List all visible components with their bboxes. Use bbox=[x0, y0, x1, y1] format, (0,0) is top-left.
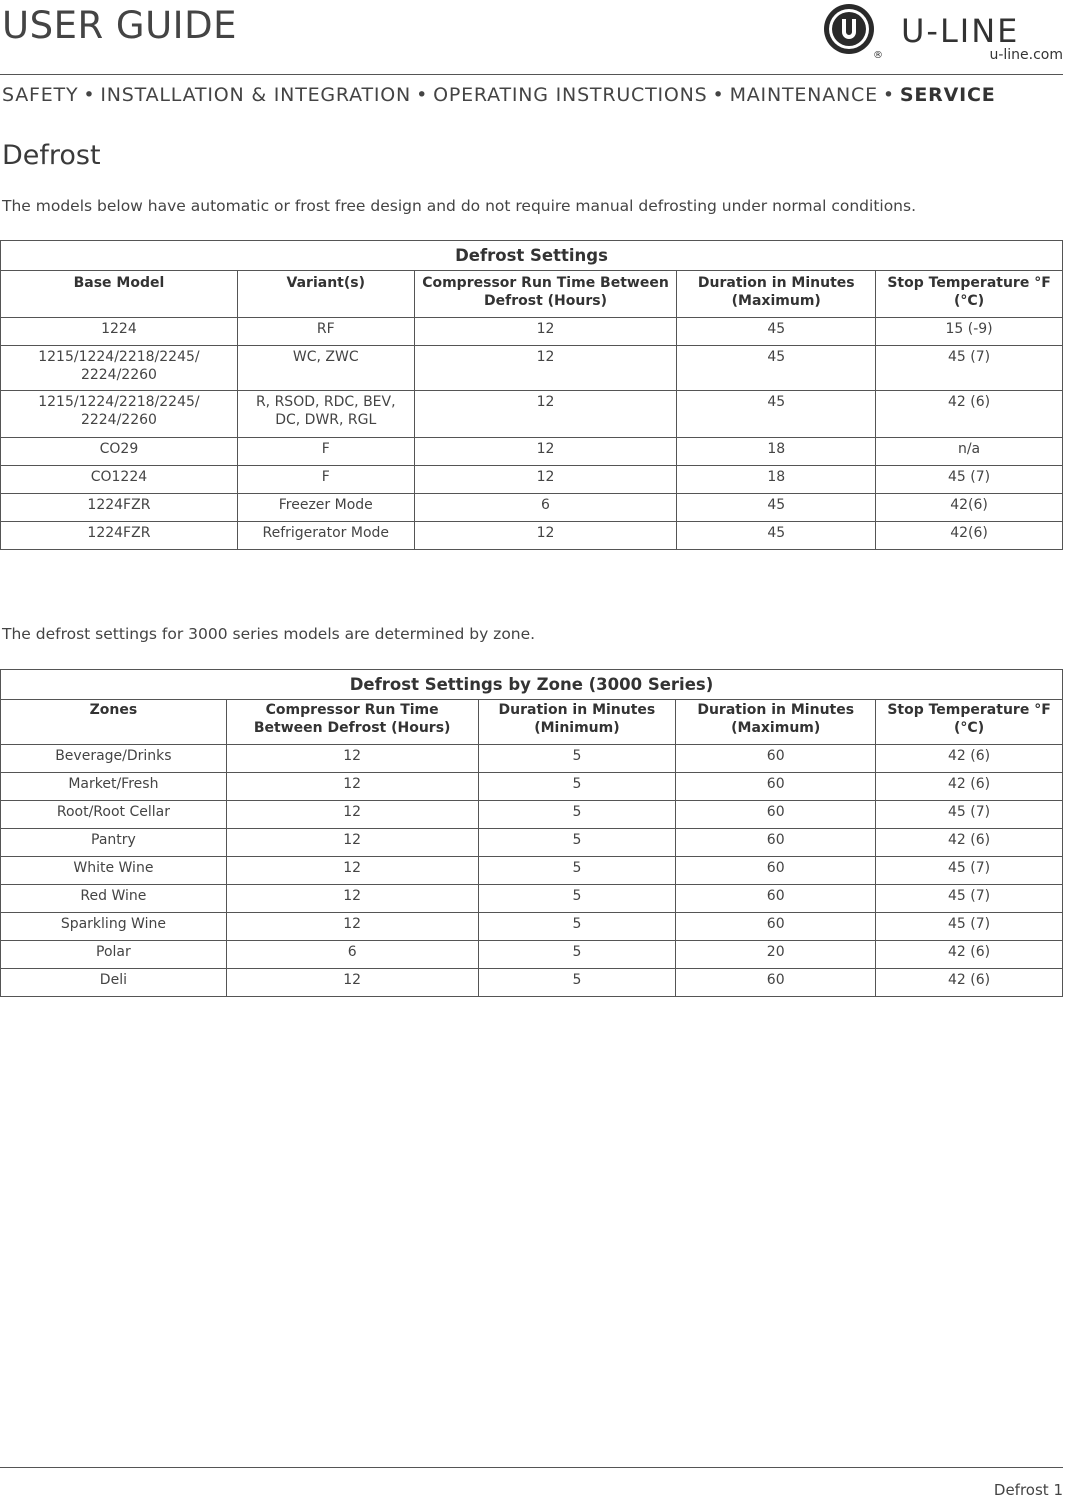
table-cell: Beverage/Drinks bbox=[1, 745, 227, 773]
table-cell: 12 bbox=[226, 857, 478, 885]
table-cell: 12 bbox=[414, 346, 677, 391]
table-cell: 12 bbox=[414, 522, 677, 550]
column-header: Stop Temperature °F (°C) bbox=[876, 700, 1063, 745]
column-header: Base Model bbox=[1, 271, 238, 318]
table-row bbox=[1, 391, 1063, 438]
nav-item-operating[interactable]: OPERATING INSTRUCTIONS bbox=[433, 84, 708, 106]
table-cell: 45 (7) bbox=[876, 346, 1063, 391]
table-cell: 15 (-9) bbox=[876, 318, 1063, 346]
table-row bbox=[1, 913, 1063, 941]
table-cell: 45 bbox=[677, 494, 876, 522]
table-cell: 60 bbox=[676, 885, 876, 913]
table-cell: R, RSOD, RDC, BEV, DC, DWR, RGL bbox=[237, 391, 414, 438]
registered-mark: ® bbox=[873, 50, 883, 61]
table-cell: 45 bbox=[677, 346, 876, 391]
table-cell: 42(6) bbox=[876, 494, 1063, 522]
table-cell: 18 bbox=[677, 466, 876, 494]
defrost-settings-table bbox=[0, 240, 1063, 550]
column-header: Duration in Minutes (Maximum) bbox=[676, 700, 876, 745]
table-cell: 5 bbox=[478, 829, 676, 857]
table-row bbox=[1, 522, 1063, 550]
table-cell: 45 (7) bbox=[876, 801, 1063, 829]
page-title: USER GUIDE bbox=[2, 4, 237, 47]
table-cell: 5 bbox=[478, 969, 676, 997]
brand-url[interactable]: u-line.com bbox=[989, 47, 1063, 63]
table-cell: 45 bbox=[677, 522, 876, 550]
table-cell: 60 bbox=[676, 773, 876, 801]
table-cell: 42 (6) bbox=[876, 941, 1063, 969]
table-cell: 42(6) bbox=[876, 522, 1063, 550]
brand-wordmark: U-LINE bbox=[901, 12, 1020, 50]
table-row bbox=[1, 438, 1063, 466]
table-row bbox=[1, 773, 1063, 801]
table-cell: WC, ZWC bbox=[237, 346, 414, 391]
table-row bbox=[1, 829, 1063, 857]
table-cell: 5 bbox=[478, 801, 676, 829]
table-cell: 5 bbox=[478, 913, 676, 941]
table-cell: CO29 bbox=[1, 438, 238, 466]
column-header: Duration in Minutes (Minimum) bbox=[478, 700, 676, 745]
table-cell: 5 bbox=[478, 941, 676, 969]
table-cell: Freezer Mode bbox=[237, 494, 414, 522]
nav-item-safety[interactable]: SAFETY bbox=[2, 84, 79, 106]
table-cell: RF bbox=[237, 318, 414, 346]
table-cell: n/a bbox=[876, 438, 1063, 466]
table-cell: 42 (6) bbox=[876, 969, 1063, 997]
table-row bbox=[1, 466, 1063, 494]
table-cell: 12 bbox=[226, 913, 478, 941]
table-cell: 12 bbox=[414, 466, 677, 494]
brand-logo bbox=[823, 2, 1063, 66]
table-cell: 45 (7) bbox=[876, 466, 1063, 494]
table-cell: CO1224 bbox=[1, 466, 238, 494]
table-cell: 12 bbox=[226, 885, 478, 913]
table-cell: 12 bbox=[226, 745, 478, 773]
section-title: Defrost bbox=[2, 140, 101, 171]
table-cell: 5 bbox=[478, 773, 676, 801]
table-cell: 1224 bbox=[1, 318, 238, 346]
table-row bbox=[1, 969, 1063, 997]
table-cell: 6 bbox=[414, 494, 677, 522]
table-cell: 60 bbox=[676, 913, 876, 941]
table-cell: Root/Root Cellar bbox=[1, 801, 227, 829]
nav-item-maintenance[interactable]: MAINTENANCE bbox=[729, 84, 878, 106]
table-row bbox=[1, 745, 1063, 773]
table-cell: 5 bbox=[478, 857, 676, 885]
table-row bbox=[1, 346, 1063, 391]
table-row bbox=[1, 857, 1063, 885]
table-row bbox=[1, 494, 1063, 522]
table-cell: Refrigerator Mode bbox=[237, 522, 414, 550]
table-cell: Polar bbox=[1, 941, 227, 969]
header-divider bbox=[0, 74, 1063, 75]
table-cell: 42 (6) bbox=[876, 773, 1063, 801]
section-navigation bbox=[2, 84, 996, 106]
table-cell: 42 (6) bbox=[876, 829, 1063, 857]
table-row bbox=[1, 801, 1063, 829]
table-cell: 12 bbox=[226, 801, 478, 829]
table-cell: 6 bbox=[226, 941, 478, 969]
table-cell: 42 (6) bbox=[876, 391, 1063, 438]
page-number: Defrost 1 bbox=[993, 1481, 1063, 1499]
table-caption: Defrost Settings by Zone (3000 Series) bbox=[1, 670, 1063, 700]
table-cell: 42 (6) bbox=[876, 745, 1063, 773]
nav-separator: • bbox=[882, 84, 895, 106]
table-cell: Sparkling Wine bbox=[1, 913, 227, 941]
table-cell: Red Wine bbox=[1, 885, 227, 913]
table-cell: 45 bbox=[677, 391, 876, 438]
zone-intro-paragraph: The defrost settings for 3000 series models are determined by zone. bbox=[2, 625, 536, 643]
table-cell: 12 bbox=[226, 969, 478, 997]
table-cell: 12 bbox=[414, 391, 677, 438]
nav-item-service[interactable]: SERVICE bbox=[899, 84, 996, 106]
nav-separator: • bbox=[416, 84, 429, 106]
nav-item-installation[interactable]: INSTALLATION & INTEGRATION bbox=[100, 84, 412, 106]
table-caption: Defrost Settings bbox=[1, 241, 1063, 271]
table-cell: F bbox=[237, 438, 414, 466]
table-cell: 60 bbox=[676, 829, 876, 857]
table-cell: 45 (7) bbox=[876, 885, 1063, 913]
nav-separator: • bbox=[83, 84, 96, 106]
column-header: Compressor Run Time Between Defrost (Hours) bbox=[226, 700, 478, 745]
defrost-zone-table bbox=[0, 669, 1063, 997]
intro-paragraph: The models below have automatic or frost free design and do not require manual defrosting under normal conditions. bbox=[2, 197, 917, 215]
table-row bbox=[1, 941, 1063, 969]
table-row bbox=[1, 885, 1063, 913]
table-cell: Market/Fresh bbox=[1, 773, 227, 801]
table-cell: 60 bbox=[676, 801, 876, 829]
table-cell: 1215/1224/2218/2245/ 2224/2260 bbox=[1, 346, 238, 391]
column-header: Stop Temperature °F (°C) bbox=[876, 271, 1063, 318]
footer-divider bbox=[0, 1467, 1063, 1468]
table-cell: White Wine bbox=[1, 857, 227, 885]
column-header: Compressor Run Time Between Defrost (Hours) bbox=[414, 271, 677, 318]
table-cell: 12 bbox=[226, 773, 478, 801]
table-cell: 45 (7) bbox=[876, 857, 1063, 885]
table-cell: 5 bbox=[478, 885, 676, 913]
column-header: Zones bbox=[1, 700, 227, 745]
table-cell: 1224FZR bbox=[1, 494, 238, 522]
table-cell: 60 bbox=[676, 745, 876, 773]
table-cell: 12 bbox=[414, 438, 677, 466]
table-cell: 12 bbox=[226, 829, 478, 857]
table-cell: 20 bbox=[676, 941, 876, 969]
table-cell: 1215/1224/2218/2245/ 2224/2260 bbox=[1, 391, 238, 438]
column-header: Duration in Minutes (Maximum) bbox=[677, 271, 876, 318]
table-cell: Pantry bbox=[1, 829, 227, 857]
table-cell: 60 bbox=[676, 969, 876, 997]
table-row bbox=[1, 318, 1063, 346]
table-cell: 18 bbox=[677, 438, 876, 466]
table-cell: F bbox=[237, 466, 414, 494]
column-header: Variant(s) bbox=[237, 271, 414, 318]
table-cell: 12 bbox=[414, 318, 677, 346]
table-cell: Deli bbox=[1, 969, 227, 997]
table-cell: 45 (7) bbox=[876, 913, 1063, 941]
table-cell: 5 bbox=[478, 745, 676, 773]
table-cell: 45 bbox=[677, 318, 876, 346]
table-cell: 60 bbox=[676, 857, 876, 885]
table-cell: 1224FZR bbox=[1, 522, 238, 550]
nav-separator: • bbox=[712, 84, 725, 106]
